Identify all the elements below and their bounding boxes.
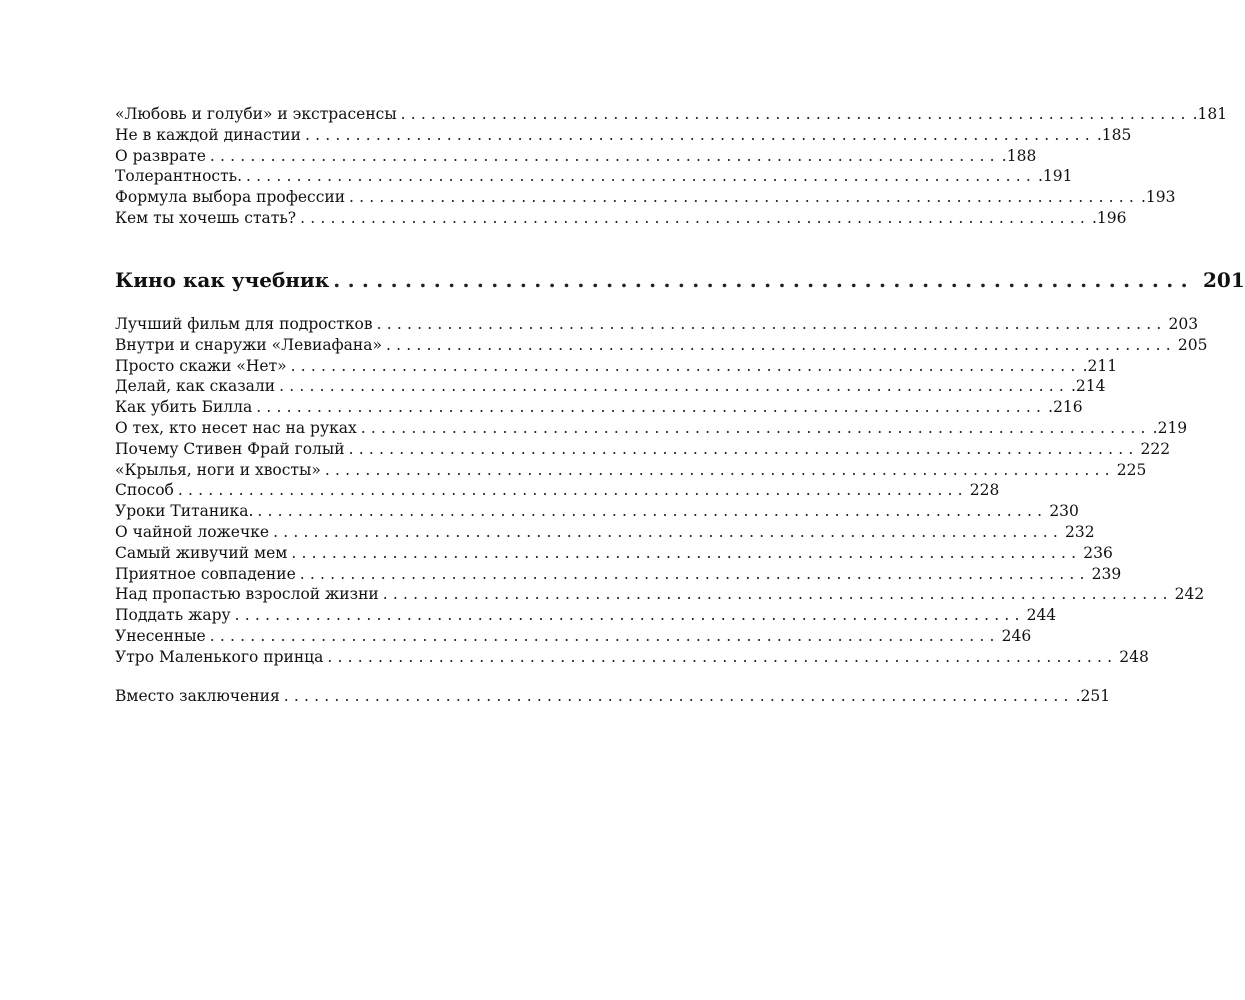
toc-entry[interactable] bbox=[115, 543, 1113, 564]
dot-leader: .............................................................................. bbox=[348, 439, 1139, 458]
toc-group-before bbox=[115, 104, 1228, 229]
toc-entry[interactable] bbox=[115, 605, 1057, 626]
dot-leader: .............................................................................. bbox=[246, 167, 1036, 186]
toc-entry-title: «Любовь и голуби» и экстрасенсы bbox=[115, 105, 397, 123]
toc-entry-page: .214 bbox=[1070, 377, 1106, 396]
toc-entry-page: .219 bbox=[1152, 418, 1188, 437]
toc-entry-page: 248 bbox=[1119, 647, 1149, 666]
toc-entry-title: Приятное совпадение bbox=[115, 564, 296, 583]
toc-entry-title: Утро Маленького принца bbox=[115, 647, 324, 666]
dot-leader: .............................................................................. bbox=[177, 481, 968, 500]
toc-entry-title: Внутри и снаружи «Левиафана» bbox=[115, 335, 382, 354]
toc-entry[interactable] bbox=[115, 647, 1149, 668]
toc-entry[interactable] bbox=[115, 335, 1208, 356]
toc-entry-title: Как убить Билла bbox=[115, 398, 253, 417]
toc-entry-page: .196 bbox=[1092, 208, 1127, 227]
dot-leader: .............................................................................. bbox=[290, 356, 1081, 375]
toc-entry-title: Лучший фильм для подростков bbox=[115, 315, 373, 333]
toc-entry-page: .251 bbox=[1075, 687, 1111, 705]
toc-entry[interactable] bbox=[115, 125, 1132, 146]
dot-leader: .............................................................................. bbox=[360, 418, 1151, 437]
toc-entry-page: 205 bbox=[1177, 335, 1208, 354]
dot-leader: .............................................................................. bbox=[304, 125, 1095, 144]
dot-leader: .............................................................................. bbox=[376, 315, 1167, 333]
toc-entry[interactable] bbox=[115, 314, 1199, 335]
toc-entry[interactable] bbox=[115, 376, 1106, 397]
dot-leader: .............................................................................. bbox=[283, 687, 1074, 705]
dot-leader: .............................................................................. bbox=[327, 647, 1118, 666]
chapter-heading-entry[interactable] bbox=[115, 266, 1245, 294]
toc-chapter bbox=[115, 266, 1245, 294]
dot-leader: .............................................................................. bbox=[324, 460, 1115, 479]
toc-entry[interactable] bbox=[115, 501, 1079, 522]
dot-leader: ............................................................ bbox=[333, 268, 1195, 292]
toc-entry-title: О разврате bbox=[115, 146, 206, 165]
toc-entry-title: Не в каждой династии bbox=[115, 125, 301, 144]
toc-entry[interactable] bbox=[115, 166, 1073, 187]
dot-leader: .............................................................................. bbox=[234, 606, 1025, 625]
dot-leader: .............................................................................. bbox=[349, 188, 1139, 207]
dot-leader: .............................................................................. bbox=[257, 502, 1048, 521]
toc-entry-page: .193 bbox=[1140, 188, 1176, 207]
toc-entry[interactable] bbox=[115, 626, 1032, 647]
toc-entry-title: Унесенные bbox=[115, 626, 206, 645]
dot-leader: .............................................................................. bbox=[385, 335, 1176, 354]
toc-entry-title: Просто скажи «Нет» bbox=[115, 356, 287, 375]
dot-leader: .............................................................................. bbox=[273, 522, 1063, 541]
dot-leader: .............................................................................. bbox=[209, 626, 1000, 645]
toc-entry-page: .181 bbox=[1192, 105, 1228, 123]
toc-entry[interactable] bbox=[115, 356, 1118, 377]
toc-entry-title: Самый живучий мем bbox=[115, 543, 288, 562]
toc-entry-title: О тех, кто несет нас на руках bbox=[115, 418, 357, 437]
toc-entry-title: «Крылья, ноги и хвосты» bbox=[115, 460, 321, 479]
toc-entry[interactable] bbox=[115, 584, 1205, 605]
dot-leader: .............................................................................. bbox=[400, 105, 1191, 123]
toc-entry-title: Уроки Титаника. bbox=[115, 502, 254, 521]
toc-entry-page: .211 bbox=[1082, 356, 1118, 375]
dot-leader: .............................................................................. bbox=[382, 585, 1173, 604]
toc-entry[interactable] bbox=[115, 480, 1000, 501]
toc-entry-page: 232 bbox=[1065, 522, 1095, 541]
dot-leader: .............................................................................. bbox=[209, 146, 1000, 165]
toc-entry[interactable] bbox=[115, 522, 1095, 543]
toc-entry-page: .216 bbox=[1048, 398, 1083, 417]
toc-entry[interactable] bbox=[115, 439, 1171, 460]
toc-entry-page: 225 bbox=[1116, 460, 1147, 479]
toc-entry[interactable] bbox=[115, 146, 1037, 167]
toc-entry-title: Способ bbox=[115, 481, 174, 500]
toc-entry-page: 246 bbox=[1001, 626, 1032, 645]
toc-entry-page: 203 bbox=[1168, 315, 1199, 333]
toc-entry[interactable] bbox=[115, 187, 1176, 208]
toc-entry[interactable] bbox=[115, 564, 1122, 585]
toc-entry-title: Толерантность. bbox=[115, 167, 243, 186]
dot-leader: .............................................................................. bbox=[299, 564, 1090, 583]
toc-entry-title: Вместо заключения bbox=[115, 687, 280, 705]
toc-entry[interactable] bbox=[115, 104, 1228, 125]
dot-leader: .............................................................................. bbox=[291, 543, 1082, 562]
toc-closing bbox=[115, 686, 1111, 707]
toc-entry-page: 236 bbox=[1083, 543, 1113, 562]
toc-entry-page: 242 bbox=[1174, 585, 1205, 604]
toc-entry-page: 230 bbox=[1049, 502, 1079, 521]
toc-entry-page: .191 bbox=[1037, 167, 1073, 186]
toc-entry[interactable] bbox=[115, 208, 1127, 229]
chapter-title: Кино как учебник bbox=[115, 268, 330, 292]
dot-leader: .............................................................................. bbox=[279, 377, 1069, 396]
toc-entry[interactable] bbox=[115, 418, 1188, 439]
toc-entry-page: .185 bbox=[1096, 125, 1132, 144]
toc-entry-page: 222 bbox=[1140, 439, 1171, 458]
toc-entry-title: Над пропастью взрослой жизни bbox=[115, 585, 379, 604]
toc-chapter-items bbox=[115, 314, 1208, 668]
toc-entry-page: 244 bbox=[1026, 606, 1057, 625]
dot-leader: .............................................................................. bbox=[256, 398, 1047, 417]
toc-entry-title: Поддать жару bbox=[115, 606, 231, 625]
toc-entry-title: Почему Стивен Фрай голый bbox=[115, 439, 345, 458]
toc-entry[interactable] bbox=[115, 397, 1083, 418]
chapter-page: 201 bbox=[1202, 268, 1245, 292]
toc-entry[interactable] bbox=[115, 686, 1111, 707]
toc-entry-title: Кем ты хочешь стать? bbox=[115, 208, 297, 227]
toc-entry-page: 239 bbox=[1091, 564, 1122, 583]
toc-entry-page: .188 bbox=[1001, 146, 1037, 165]
toc-entry-title: Формула выбора профессии bbox=[115, 188, 346, 207]
toc-entry-title: О чайной ложечке bbox=[115, 522, 270, 541]
dot-leader: .............................................................................. bbox=[300, 208, 1090, 227]
toc-entry-page: 228 bbox=[969, 481, 1000, 500]
toc-entry-title: Делай, как сказали bbox=[115, 377, 276, 396]
toc-entry[interactable] bbox=[115, 460, 1147, 481]
